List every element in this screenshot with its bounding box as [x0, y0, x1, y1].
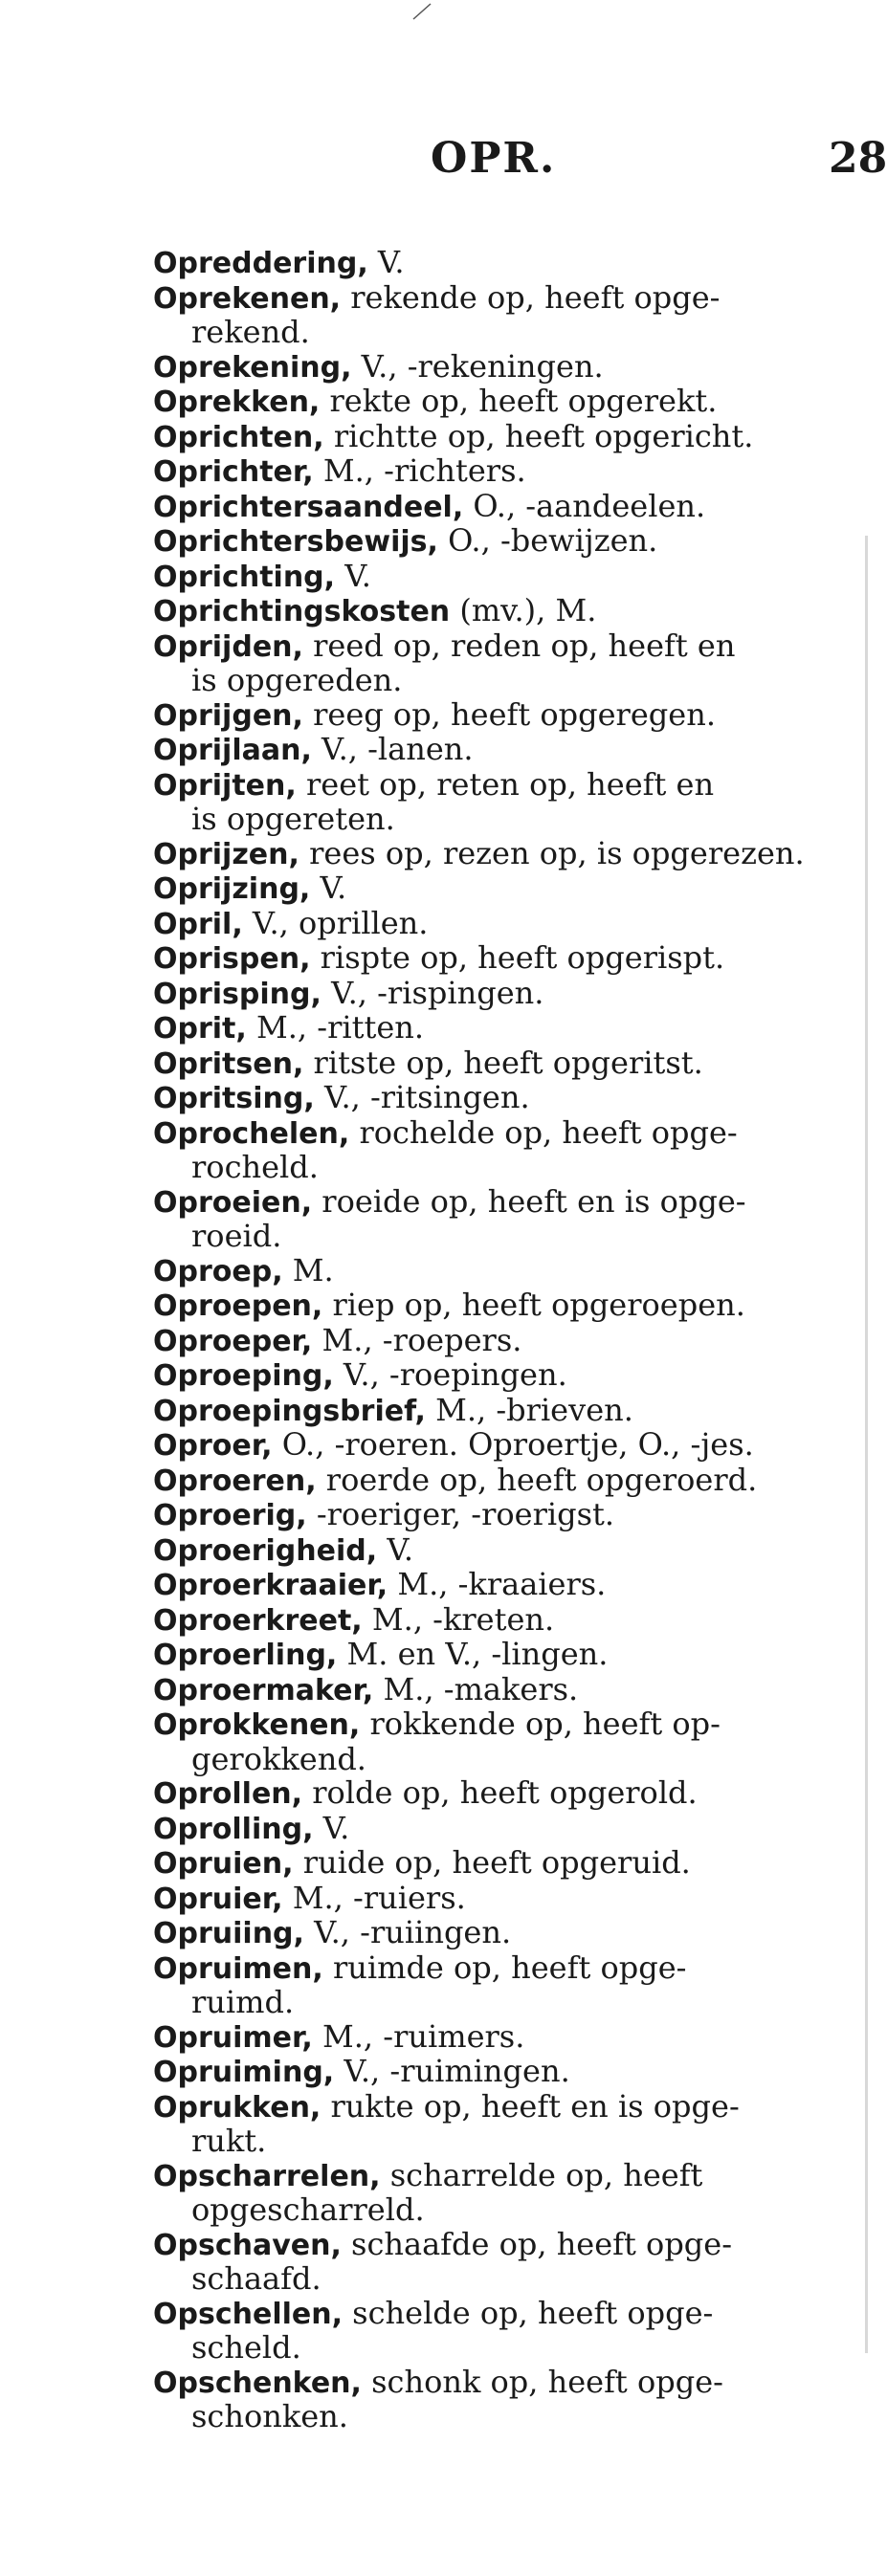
dictionary-entry [153, 1358, 834, 1394]
dictionary-entry [153, 974, 834, 1012]
entry-headword: Opruier, [153, 1882, 283, 1916]
dictionary-entry [153, 2017, 834, 2056]
entry-headword: Oprichtersbewijs, [153, 525, 438, 559]
entry-definition: (mv.), M. [450, 592, 597, 628]
entry-first-line [153, 1391, 834, 1429]
entry-first-line [153, 487, 834, 525]
entry-first-line [153, 1461, 834, 1499]
entry-continuation: schaafd. [191, 2260, 322, 2297]
entry-headword: Opruimen, [153, 1951, 323, 1986]
dictionary-entry [153, 557, 834, 595]
dictionary-entry [153, 1113, 834, 1185]
entry-headword: Oprijden, [153, 629, 303, 664]
entry-first-line [153, 1046, 834, 1082]
entry-first-line [153, 1776, 834, 1812]
entry-first-line [153, 278, 834, 317]
entry-headword: Oproerling, [153, 1639, 338, 1672]
entry-first-line [153, 1182, 834, 1221]
entry-first-line [153, 629, 834, 665]
entry-definition: M., -ruimers. [312, 2017, 525, 2055]
entry-definition: rolde op, heeft opgerold. [302, 1774, 698, 1811]
dictionary-entry [153, 904, 834, 942]
dictionary-entry [153, 1568, 834, 1603]
entry-definition: V., -ruimingen. [334, 2053, 570, 2089]
dictionary-entry [153, 278, 834, 350]
entry-first-line [153, 695, 834, 734]
entry-definition: reet op, reten op, heeft en [296, 765, 715, 803]
entry-first-line [153, 1846, 834, 1882]
entry-headword: Oprokkenen, [153, 1708, 361, 1742]
dictionary-entry [153, 2363, 834, 2434]
entry-headword: Opschaven, [153, 2228, 342, 2262]
entry-definition: V., -roepingen. [333, 1356, 567, 1393]
dictionary-entry [153, 385, 834, 420]
entry-headword: Oproerigheid, [153, 1533, 378, 1568]
entry-first-line [153, 941, 834, 977]
entry-headword: Oproerig, [153, 1499, 307, 1532]
entry-first-line [153, 417, 834, 455]
entry-headword: Oproermaker, [153, 1673, 374, 1707]
entry-headword: Opscharrelen, [153, 2159, 381, 2193]
dictionary-entry [153, 1428, 834, 1464]
entry-continuation: scheld. [191, 2329, 301, 2366]
page-header [0, 134, 887, 191]
dictionary-entry [153, 1670, 834, 1708]
entry-definition: roerde op, heeft opgeroerd. [316, 1461, 758, 1498]
dictionary-entry [153, 594, 834, 629]
entry-first-line [153, 1600, 834, 1639]
entry-definition: V. [377, 1530, 413, 1568]
entry-first-line [153, 2055, 834, 2090]
entry-headword: Oprichtingskosten [153, 595, 451, 628]
entry-definition: schonk op, heeft opge- [361, 2363, 723, 2400]
entry-first-line [153, 1670, 834, 1708]
entry-definition: schaafde op, heeft opge- [341, 2225, 733, 2262]
dictionary-entry [153, 1461, 834, 1499]
entry-first-line [153, 974, 834, 1012]
entry-continuation: opgescharreld. [191, 2191, 425, 2228]
entry-headword: Oprekken, [153, 385, 321, 419]
dictionary-entry [153, 629, 834, 698]
entry-definition: O., -aandeelen. [463, 487, 706, 524]
dictionary-entry [153, 454, 834, 490]
entry-definition: -roeriger, -roerigst. [306, 1496, 615, 1532]
dictionary-entry [153, 1081, 834, 1116]
dictionary-entry [153, 871, 834, 907]
page-edge-rule [865, 536, 868, 2353]
entry-first-line [153, 1011, 834, 1046]
entry-headword: Oprijzen, [153, 837, 299, 871]
entry-first-line [153, 1951, 834, 1987]
entry-definition: rees op, rezen op, is opgerezen. [299, 834, 805, 871]
entry-definition: rispte op, heeft opgerispt. [310, 939, 725, 976]
entry-definition: reeg op, heeft opgeregen. [302, 695, 716, 733]
dictionary-entry [153, 1707, 834, 1776]
dictionary-entry [153, 2087, 834, 2159]
entry-continuation: rekend. [191, 314, 310, 350]
entry-headword: Oprollen, [153, 1777, 303, 1811]
running-head: OPR. [431, 134, 557, 183]
entry-headword: Oprichten, [153, 420, 324, 454]
entry-definition: V. [313, 1809, 350, 1846]
entry-headword: Oprichting, [153, 560, 336, 594]
entry-definition: M., -kraaiers. [388, 1566, 607, 1602]
entry-headword: Opruimer, [153, 2020, 313, 2055]
entry-first-line [153, 1321, 834, 1359]
dictionary-entry [153, 1879, 834, 1917]
entry-first-line [153, 1288, 834, 1324]
dictionary-entry [153, 1391, 834, 1429]
entry-first-line [153, 1113, 834, 1152]
page-number: 28 [829, 134, 887, 183]
dictionary-entry [153, 2055, 834, 2090]
entry-headword: Opruien, [153, 1847, 294, 1881]
entry-definition: ruide op, heeft opgeruid. [293, 1844, 691, 1881]
dictionary-entry [153, 246, 834, 281]
entry-headword: Oprukken, [153, 2090, 322, 2125]
entry-first-line [153, 1358, 834, 1394]
entry-definition: V., -ritsingen. [314, 1079, 530, 1115]
entry-continuation: schonken. [191, 2398, 348, 2434]
entry-first-line [153, 454, 834, 490]
entry-continuation: ruimd. [191, 1984, 295, 2020]
dictionary-entry [153, 1776, 834, 1812]
entry-headword: Opril, [153, 907, 243, 941]
dictionary-entry [153, 1182, 834, 1254]
entry-first-line [153, 1809, 834, 1847]
dictionary-entry [153, 1530, 834, 1569]
entry-first-line [153, 871, 834, 907]
entry-definition: V., oprillen. [242, 904, 429, 941]
dictionary-entry [153, 834, 834, 872]
entry-definition: M., -kreten. [362, 1600, 555, 1638]
entry-first-line [153, 1568, 834, 1603]
entry-first-line [153, 733, 834, 768]
entry-definition: V., -rekeningen. [351, 347, 604, 385]
entry-definition: M., -richters. [313, 452, 526, 489]
entry-first-line [153, 1498, 834, 1533]
dictionary-entry [153, 1951, 834, 2020]
entry-definition: rokkende op, heeft op- [360, 1706, 721, 1742]
entry-headword: Oproerkreet, [153, 1603, 363, 1638]
entry-definition: ruimde op, heeft opge- [322, 1949, 687, 1986]
entry-first-line [153, 1916, 834, 1951]
entry-first-line [153, 2294, 834, 2332]
entry-headword: Opruiming, [153, 2056, 335, 2089]
entry-first-line [153, 2087, 834, 2125]
entry-headword: Oproerkraaier, [153, 1569, 388, 1602]
entry-definition: rekende op, heeft opge- [341, 278, 721, 316]
dictionary-entry [153, 1638, 834, 1673]
dictionary-entry [153, 941, 834, 977]
entry-first-line [153, 385, 834, 420]
entry-definition: M. [282, 1251, 334, 1288]
entry-headword: Oproeper, [153, 1324, 313, 1358]
entry-headword: Oprispen, [153, 942, 311, 976]
entry-definition: V. [310, 870, 347, 906]
dictionary-entry [153, 487, 834, 525]
entry-continuation: roeid. [191, 1218, 282, 1254]
entry-continuation: is opgereden. [191, 662, 403, 698]
entry-definition: V. [367, 244, 405, 280]
dictionary-entry [153, 1046, 834, 1082]
entry-definition: ritste op, heeft opgeritst. [303, 1044, 703, 1081]
entry-headword: Oprijlaan, [153, 734, 312, 767]
entry-first-line [153, 1638, 834, 1673]
entry-first-line [153, 557, 834, 595]
entry-definition: scharrelde op, heeft [380, 2156, 703, 2193]
entry-definition: rekte op, heeft opgerekt. [320, 383, 718, 419]
dictionary-entry [153, 1809, 834, 1847]
entry-first-line [153, 246, 834, 281]
entry-first-line [153, 904, 834, 942]
dictionary-entry [153, 1498, 834, 1533]
entry-headword: Oprekenen, [153, 281, 342, 316]
entry-definition: richtte op, heeft opgericht. [323, 417, 754, 454]
entry-first-line [153, 524, 834, 560]
entry-definition: M., -makers. [373, 1670, 579, 1707]
entry-continuation: is opgereten. [191, 801, 395, 837]
entry-headword: Oproer, [153, 1429, 273, 1463]
entry-headword: Opreddering, [153, 247, 368, 280]
entry-definition: O., -roeren. Oproertje, O., -jes. [272, 1426, 754, 1463]
entry-definition: reed op, reden op, heeft en [302, 627, 736, 664]
entry-definition: schelde op, heeft opge- [343, 2294, 714, 2331]
entry-definition: M., -roepers. [312, 1321, 522, 1358]
entry-definition: V., -lanen. [311, 731, 474, 767]
dictionary-entry [153, 417, 834, 455]
entry-continuation: gerokkend. [191, 1740, 366, 1777]
entry-definition: rukte op, heeft en is opge- [321, 2087, 740, 2125]
entry-first-line [153, 1530, 834, 1569]
entry-first-line [153, 2225, 834, 2263]
dictionary-entry [153, 1916, 834, 1951]
dictionary-entry [153, 1011, 834, 1046]
entry-first-line [153, 765, 834, 804]
dictionary-entry [153, 695, 834, 734]
entry-headword: Oprekening, [153, 350, 352, 385]
entry-headword: Oproepen, [153, 1289, 323, 1323]
entry-headword: Oprit, [153, 1012, 247, 1046]
entry-definition: rochelde op, heeft opge- [349, 1113, 738, 1151]
entry-definition: M., -ruiers. [282, 1879, 466, 1916]
entry-definition: roeide op, heeft en is opge- [312, 1182, 746, 1220]
entry-definition: V. [335, 557, 371, 594]
dictionary-entry [153, 1288, 834, 1324]
entry-headword: Oproeien, [153, 1185, 313, 1220]
entry-headword: Oproepingsbrief, [153, 1394, 426, 1428]
entry-definition: M., -ritten. [246, 1009, 425, 1046]
entry-definition: V., -ruiingen. [303, 1914, 512, 1950]
entry-first-line [153, 1707, 834, 1743]
dictionary-entry [153, 1321, 834, 1359]
entry-definition: O., -bewijzen. [437, 522, 658, 559]
entry-headword: Oproeping, [153, 1359, 334, 1393]
entry-first-line [153, 1081, 834, 1116]
dictionary-entry [153, 1600, 834, 1639]
dictionary-entry [153, 347, 834, 385]
entry-headword: Oproeren, [153, 1464, 317, 1498]
dictionary-entry [153, 2225, 834, 2297]
entry-first-line [153, 1879, 834, 1917]
entry-headword: Oprichter, [153, 455, 314, 489]
entry-definition: M., -brieven. [425, 1391, 633, 1428]
entry-headword: Oprichtersaandeel, [153, 490, 464, 524]
entry-headword: Opruiing, [153, 1917, 304, 1950]
entry-first-line [153, 834, 834, 872]
entry-first-line [153, 594, 834, 629]
dictionary-entry [153, 733, 834, 768]
pencil-tick-mark [411, 0, 434, 23]
entry-headword: Oprisping, [153, 977, 322, 1011]
entry-continuation: rukt. [191, 2123, 267, 2159]
entry-headword: Oprolling, [153, 1812, 314, 1846]
entry-first-line [153, 1428, 834, 1464]
entry-first-line [153, 347, 834, 385]
entry-continuation: rocheld. [191, 1149, 319, 1185]
dictionary-entry [153, 2156, 834, 2228]
dictionary-entries [153, 246, 834, 2434]
entry-headword: Opschenken, [153, 2366, 362, 2400]
dictionary-entry [153, 524, 834, 560]
entry-first-line [153, 2017, 834, 2056]
entry-headword: Opritsen, [153, 1046, 304, 1081]
entry-definition: M. en V., -lingen. [337, 1636, 609, 1672]
entry-first-line [153, 1251, 834, 1289]
entry-headword: Oproep, [153, 1254, 283, 1288]
entry-headword: Opritsing, [153, 1082, 315, 1115]
entry-headword: Oprochelen, [153, 1116, 350, 1151]
dictionary-entry [153, 1846, 834, 1882]
entry-headword: Oprijzing, [153, 872, 311, 906]
entry-definition: riep op, heeft opgeroepen. [322, 1287, 745, 1323]
dictionary-entry [153, 2294, 834, 2366]
entry-headword: Oprijten, [153, 768, 297, 803]
entry-headword: Oprijgen, [153, 698, 303, 733]
dictionary-entry [153, 1251, 834, 1289]
entry-first-line [153, 2363, 834, 2401]
entry-first-line [153, 2156, 834, 2194]
dictionary-entry [153, 765, 834, 837]
entry-definition: V., -rispingen. [321, 974, 544, 1011]
entry-headword: Opschellen, [153, 2297, 343, 2331]
